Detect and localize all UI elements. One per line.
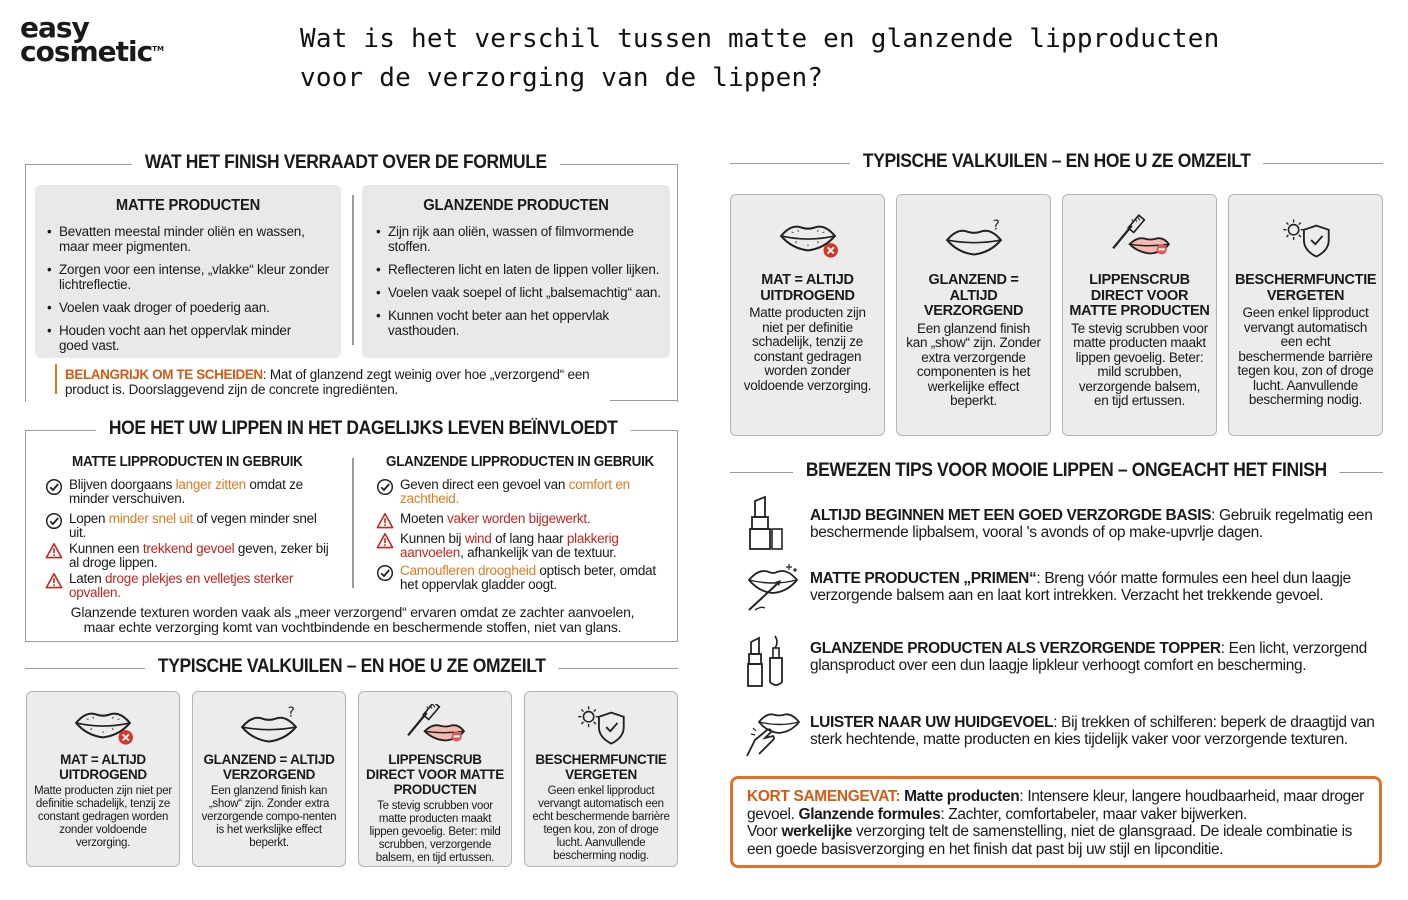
summary-gloss-text: : Zachter, comfortabeler, maar vaker bijwerken. — [940, 805, 1247, 823]
pitfall-card — [26, 691, 180, 867]
daily-footer-line-1: Glanzende texturen worden vaak als „meer verzorgend“ ervaren omdat ze zachter aanvoelen, — [70, 604, 635, 620]
lipstick-gloss-icon — [745, 632, 789, 693]
important-note — [65, 367, 665, 397]
dry-lips-icon — [731, 207, 884, 269]
lipstick-icon — [745, 495, 785, 556]
usage-item — [45, 478, 335, 506]
page-title — [300, 20, 1300, 98]
tip-title: ALTIJD BEGINNEN MET EEN GOED VERZORGDE BASIS — [810, 507, 1212, 524]
list-item: • Houden vocht aan het oppervlak minder goed vast. — [43, 323, 333, 353]
pitfall-card-body: Te stevig scrubben voor matte producten maakt lippen gevoelig. Beter: mild scrubben, verzorgende balsem, en tijd ertussen. — [1071, 320, 1208, 408]
usage-highlight: minder snel uit — [108, 511, 193, 526]
pitfall-card — [896, 194, 1051, 436]
important-note-text-1: : Mat of glanzend zegt weinig over hoe „verzorgend“ een — [262, 367, 590, 382]
important-note-label: BELANGRIJK OM TE SCHEIDEN — [65, 367, 263, 382]
pitfall-card-title: BESCHERMFUNCTIE VERGETEN — [535, 752, 667, 782]
lip-scrub-icon — [359, 704, 511, 746]
pitfall-card-title: MAT = ALTIJD UITDROGEND — [59, 752, 147, 782]
tip-title: LUISTER NAAR UW HUIDGEVOEL — [810, 714, 1054, 731]
summary-gloss-label: Glanzende formules — [798, 805, 941, 823]
gloss-usage-title: GLANZENDE LIPPRODUCTEN IN GEBRUIK — [386, 454, 654, 470]
pitfall-card-title: BESCHERMFUNCTIE VERGETEN — [1235, 272, 1377, 304]
pitfalls-left-heading: TYPISCHE VALKUILEN – EN HOE U ZE OMZEILT — [145, 656, 558, 678]
pitfall-card-title: GLANZEND = ALTIJD VERZORGEND — [203, 752, 335, 782]
tip-body: : Een licht, verzorgend glansproduct over een dun laagje lipkleur verhoogt comfort en bescherming. — [810, 640, 1367, 674]
pitfall-card-title: LIPPENSCRUB DIRECT VOOR MATTE PRODUCTEN — [1069, 272, 1210, 319]
lips-question-icon — [897, 207, 1050, 269]
usage-highlight: vaker worden bijgewerkt. — [447, 511, 591, 526]
lip-scrub-icon — [1063, 207, 1216, 269]
tip-body: : Gebruik regelmatig een beschermende lipbalsem, vooral 's avonds of op make-upvrlje dagen. — [810, 507, 1373, 541]
pitfall-card-body: Geen enkel lipproduct vervangt automatisch een echt beschermende barrière tegen kou, zon of droge lucht. Aanvullende bescherming nodig. — [1237, 305, 1374, 407]
warning-icon — [376, 512, 394, 530]
matte-products-title: MATTE PRODUCTEN — [115, 197, 261, 214]
daily-footer — [40, 605, 665, 635]
usage-highlight: langer zitten — [175, 477, 246, 492]
note-accent-bar — [55, 364, 57, 394]
tip-body: : Bij trekken of schilferen: beperk de draagtijd van sterk hechtende, matte producten en kies tijdelijk vaker voor verzorgende texturen. — [810, 714, 1375, 748]
tip-text — [810, 640, 1380, 674]
summary-line-1 — [747, 788, 1365, 823]
usage-item — [45, 572, 335, 600]
column-divider — [352, 458, 354, 588]
tip-item — [745, 562, 1375, 622]
usage-highlight: Camoufleren droogheid — [400, 563, 536, 578]
pitfall-card — [1228, 194, 1383, 436]
brand-logo — [20, 11, 180, 69]
matte-products-box — [35, 185, 341, 358]
usage-highlight: plakkerig aanvoelen — [400, 531, 619, 560]
list-item: • Voelen vaak droger of poederig aan. — [43, 300, 333, 315]
gloss-products-box — [362, 185, 670, 358]
warning-icon — [45, 572, 63, 590]
usage-text: geven, zeker bij al droge lippen. — [69, 541, 329, 570]
usage-text: Lopen — [69, 511, 109, 526]
gloss-usage-list — [376, 478, 666, 592]
tip-item — [745, 706, 1375, 766]
usage-text: Geven direct een gevoel van — [400, 477, 569, 492]
warning-icon — [45, 542, 63, 560]
pitfall-card — [358, 691, 512, 867]
tip-item — [745, 495, 1375, 555]
sun-shield-icon — [1229, 207, 1382, 269]
summary-line-2-pre: Voor — [747, 823, 782, 840]
pitfall-card-title: LIPPENSCRUB DIRECT VOOR MATTE PRODUCTEN — [366, 752, 504, 797]
list-item: • Zorgen voor een intense, „vlakke“ kleur zonder lichtreflectie. — [43, 262, 333, 292]
logo-line-1: easy — [20, 11, 89, 44]
usage-text: , afhankelijk van de textuur. — [460, 545, 617, 560]
list-item: • Bevatten meestal minder oliën en wassen, maar meer pigmenten. — [43, 224, 333, 254]
summary-matte-text: : Intensere kleur, langere houdbaarheid, maar droger gevoel. — [747, 788, 1364, 823]
usage-highlight: wind — [464, 531, 492, 546]
usage-item — [376, 532, 666, 560]
usage-item — [45, 542, 335, 570]
usage-text: of vegen minder snel uit. — [69, 511, 317, 540]
lip-primer-icon — [745, 562, 801, 619]
tip-title: MATTE PRODUCTEN „PRIMEN“ — [810, 570, 1037, 587]
sun-shield-icon — [525, 704, 677, 746]
summary-line-2-bold: werkelijke — [781, 823, 853, 840]
pitfalls-right-heading: TYPISCHE VALKUILEN – EN HOE U ZE OMZEILT — [850, 151, 1263, 173]
summary-line-2 — [747, 823, 1365, 858]
usage-text: Moeten — [400, 511, 448, 526]
tip-title: GLANZENDE PRODUCTEN ALS VERZORGENDE TOPPER — [810, 640, 1221, 657]
pitfall-card-body: Een glanzend finish kan „show“ zijn. Zonder extra verzorgende compo-nenten is het werkslijke effect beperkt. — [201, 785, 337, 849]
check-icon — [376, 564, 394, 582]
usage-text: optisch beter, omdat het oppervlak gladder oogt. — [400, 563, 656, 592]
important-note-text-2: product is. Doorslaggevend zijn de concrete ingrediënten. — [65, 382, 399, 397]
svg-text:?: ? — [992, 218, 1000, 234]
matte-usage-title: MATTE LIPPRODUCTEN IN GEBRUIK — [72, 454, 303, 470]
check-icon — [45, 478, 63, 496]
usage-text: Laten — [69, 571, 106, 586]
logo-trademark: TM — [152, 45, 164, 54]
page-title-line-1: Wat is het verschil tussen matte en glanzende lipproducten — [300, 24, 1220, 54]
pitfall-card — [1062, 194, 1217, 436]
summary-matte-label: Matte producten — [904, 788, 1020, 805]
touch-lips-icon — [745, 706, 801, 763]
list-item: • Reflecteren licht en laten de lippen voller lijken. — [372, 262, 668, 277]
check-icon — [45, 512, 63, 530]
column-divider — [352, 195, 354, 345]
usage-highlight: droge plekjes en velletjes sterker opvallen. — [69, 571, 294, 600]
pitfall-card-body: Matte producten zijn niet per definitie schadelijk, tenzij ze constant gedragen worden zonder voldoende verzorging. — [743, 305, 872, 393]
pitfall-card-body: Matte producten zijn niet per definitie schadelijk, tenzij ze constant gedragen worden zonder voldoende verzorging. — [34, 785, 172, 849]
usage-highlight: comfort en zachtheid. — [400, 477, 630, 506]
list-item: • Kunnen vocht beter aan het oppervlak vasthouden. — [372, 308, 668, 338]
svg-text:?: ? — [287, 705, 295, 721]
summary-line-2-post: verzorging telt de samenstelling, niet de glansgraad. De ideale combinatie is een goede basisverzorging en het finish dat past bij uw stijl en lipconditie. — [747, 823, 1353, 858]
daily-section-heading: HOE HET UW LIPPEN IN HET DAGELIJKS LEVEN BEÏNVLOEDT — [96, 418, 630, 440]
usage-highlight: trekkend gevoel — [142, 541, 235, 556]
pitfall-card-title: MAT = ALTIJD UITDROGEND — [760, 272, 855, 304]
usage-text: omdat ze minder verschuiven. — [69, 477, 303, 506]
tip-item — [745, 632, 1375, 692]
pitfall-card-body: Te stevig scrubben voor matte producten maakt lippen gevoelig. Beter: mild scrubben, verzorgende balsem, en tijd ertussen. — [369, 800, 501, 864]
gloss-products-list — [372, 224, 668, 338]
dry-lips-icon — [27, 704, 179, 746]
finish-section-heading: WAT HET FINISH VERRAADT OVER DE FORMULE — [132, 152, 560, 174]
pitfall-card — [524, 691, 678, 867]
list-item: • Zijn rijk aan oliën, wassen of filmvormende stoffen. — [372, 224, 668, 254]
daily-footer-line-2: maar echte verzorging komt van vochtbindende en beschermende stoffen, niet van glans. — [83, 619, 622, 635]
matte-usage-list — [45, 478, 335, 600]
summary-label: KORT SAMENGEVAT: — [747, 788, 901, 805]
logo-line-2: cosmetic™ — [20, 35, 164, 69]
usage-text: Blijven doorgaans — [69, 477, 176, 492]
warning-icon — [376, 532, 394, 550]
gloss-products-title: GLANZENDE PRODUCTEN — [423, 197, 609, 214]
lips-question-icon — [193, 704, 345, 746]
matte-products-list — [43, 224, 333, 353]
summary-box — [730, 776, 1382, 868]
tip-text — [810, 714, 1380, 748]
list-item: • Voelen vaak soepel of licht „balsemachtig“ aan. — [372, 285, 668, 300]
tip-text — [810, 570, 1380, 604]
tip-body: : Breng vóór matte formules een heel dun laagje verzorgende balsem aan en laat kort intrekken. Verzacht het trekkende gevoel. — [810, 570, 1351, 604]
usage-item — [376, 564, 666, 592]
usage-text: of lang haar — [491, 531, 567, 546]
pitfall-card — [192, 691, 346, 867]
usage-item — [376, 478, 666, 506]
usage-text: Kunnen bij — [400, 531, 465, 546]
pitfall-card-body: Een glanzend finish kan „show“ zijn. Zonder extra verzorgende componenten is het werkelijke effect beperkt. — [906, 320, 1041, 408]
usage-text: Kunnen een — [69, 541, 143, 556]
pitfall-card-title: GLANZEND = ALTIJD VERZORGEND — [923, 272, 1024, 319]
pitfall-card-body: Geen enkel lipproduct vervangt automatisch een echt beschermende barrière tegen kou, zon of droge lucht. Aanvullende bescherming nodig. — [532, 785, 670, 862]
usage-item — [376, 512, 666, 526]
usage-item — [45, 512, 335, 540]
tips-heading: BEWEZEN TIPS VOOR MOOIE LIPPEN – ONGEACHT HET FINISH — [793, 460, 1340, 482]
page-title-line-2: voor de verzorging van de lippen? — [300, 63, 824, 93]
check-icon — [376, 478, 394, 496]
finish-section-bottom-rule — [610, 400, 678, 401]
pitfall-card — [730, 194, 885, 436]
tip-text — [810, 507, 1380, 541]
